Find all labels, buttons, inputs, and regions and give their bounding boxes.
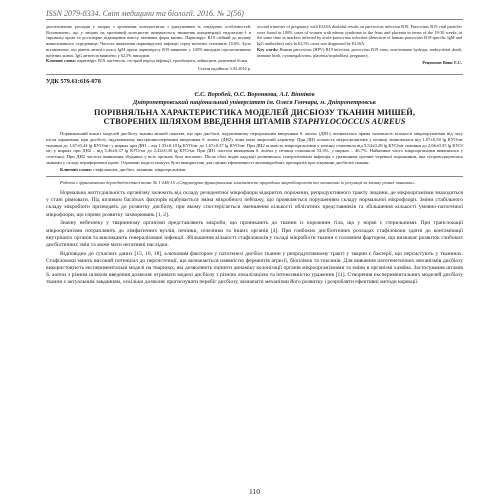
prev-article-left-keywords-label: Ключові слова: (46, 58, 76, 64)
section-divider (46, 74, 463, 75)
received-date: Стаття надійшла 3.03.2016 р. (197, 65, 251, 71)
body-paragraph: Нормальна життєдіяльність організму залежить від складу резидентної мікрофлори відкритих порожнин, репродуктивного тракту людини, де мікроорганізми знаходяться у стані рівноваги. Під впливом багатьох факторів відбувається зміна мікробного пейзажу, що проявляється порушенням складу нормальної мікрофлори. Зміни стабільного складу мікробіоти призводять до розвитку дисбіозу, при якому спостерігається зменшення кількості облігатних представників та збільшення кількості умовно-патогенної мікрофлори, що сприяє розвитку захворювань [1, 2]. (46, 189, 463, 218)
work-note-text: Робота є фрагментом держбюджетної теми № 1-246-15 «Структурно-функціональні властивості природних мікробіоценозів та механізми їх регуляції за впливу різних чинників». (60, 180, 416, 186)
journal-header: ISSN 2079-8334. Світ медицини та біології. 2016. № 2(56) (46, 9, 244, 18)
keywords-label: Ключові слова: (60, 167, 93, 173)
title-line-2: СТВОРЕНИХ ШЛЯХОМ ВВЕДЕННЯ ШТАМІВ (103, 117, 291, 127)
prev-article-right-keywords: Human parvovirus (HPV) B19 infection, parvovirus B19 virus, non-immune hydrops, embryofetal death, immune birth, cytomegalovirus, placenta/trophoblast, pregnancy. (257, 46, 462, 58)
abstract-divider (46, 176, 463, 177)
authors: Є.С. Воробей, О.С. Воронкова, А.І. Вінніков (194, 90, 315, 98)
previous-article-ending (46, 24, 463, 71)
abstract (46, 131, 463, 166)
prev-article-left-text: диспепсичних розладів у хворих з хронічним холециститом з урахуванням їх гендерних особливостей. Встановлено, що у хворих на хронічний холецистит визначається зниження концентрації ендотеліну-1 в сироватці крові та достовірне підвищення вмісту активних форм кисню. Парвовірус В19 стійкий до впливу навколишнього середовища. Частота виявлення парвовірусної інфекції серед вагітних становить 15,6%. Було встановлено, що рівень антитіл класу IgM проти парвовірусу В19 виявлено у 100% випадків серопозитивних вагітних жінок, IgG антитіла виявлено у 62,5% випадків. (46, 24, 251, 58)
prev-article-left-keywords: парвовірус B19, вагітність, гострий період інфекції, тромбоцити, лейкоцити, реактивні білки. (77, 58, 249, 64)
work-note (46, 180, 463, 186)
page-number: 110 (249, 487, 260, 496)
article-page (46, 9, 463, 496)
affiliation: Дніпропетровський національний університет ім. Олеся Гончара, м. Дніпропетровськ (133, 98, 376, 106)
reviewer: Рецензент Вовк Є.С. (422, 60, 462, 66)
prev-article-right-column (257, 24, 462, 71)
abstract-text: Порівняльний аналіз моделей дисбіозу тканин мишей показав, що при дисбіозі, індукованому пероральним введенням S. aureus (ДН1), визначалась пряма залежність кількості мікроорганізмів від часу після зараження; при дисбіозі, індукованому внутрішньочеревним введенням S. aureus (ДН2), вона мала зворотній характер. При ДН1 кількість мікроорганізмів у печінці змінювалася від 1,07±0,50 lg КУО/мг тканини до 1,67±0,44 lg КУО/мг; у нирках при ДН1 – від 1,35±0,10 lg КУО/мг до 1,67±0,37 lg КУО/мг. При ДН2 кількість мікроорганізмів у печінці становила від 5,54±0,28 lg КУО/мг тканини до 2,66±0,35 lg КУО/мг; у нирках при ДН2 – від 3,46±0,37 lg КУО/мг до 2,42±0,30 lg КУО/мг. При ДН1 частота виявлення S. aureus у печінці становила 53,3%, у нирках – 46,7%. Найменше часто мікроорганізми виявлялись у селезінці. При ДН2 частота виявлення збудника у всіх органах була високою. Після обох видів індукції розвивалась генералізована інфекція з ураженням органів черевної порожнини, яка супроводжувалась змінами у складі периферичної крові. Отримані моделі можуть бути використані для оцінки ефективності антимікробних препаратів при лікуванні дисбіозів тканин. (46, 130, 463, 166)
header-rule (46, 19, 463, 20)
body-paragraph: Значну небезпеку у тваринному організмі представляють мікроби, що проникають до тканин із порожнин тіла, що у нормі є стерильними. При транслокації мікроорганізми потрапляють до лімфатичних вузлів, печінки, селезінки та інших органів [4]. При глибоких дисбіотичних розладах стафілококи здатні до контамінації внутрішніх органів та викликають генералізовані інфекції. Збільшення кількості стафілококів у складі мікробіоти тканин є головним фактором, що визначає розвиток глибоких дисбіотичних змін та може мати негативні наслідки. (46, 220, 463, 248)
article-body (46, 190, 463, 287)
prev-article-right-text: second trimester of pregnancy with ELISA doubtful results on parvovirus infection B19. Parvovirus B19 viral particles were found in 100% cases of women with edema syndrome in the fetus and placenta in terms of the 18-30 weeks, at the same time as markers infected by acute parvovirus infection (detection of human parvovirus B19-specific IgM and IgG antibodies) only in 62,5% cases was diagnosed by ELISA. (257, 24, 462, 47)
title-species: STAPHYLOCOCCUS AUREUS (292, 117, 406, 127)
article-title (46, 108, 463, 127)
prev-article-left-column (46, 24, 251, 71)
keywords (60, 167, 463, 173)
body-paragraph: Відповідно до сучасних даних [15, 16, 18], ключовим фактором у патогенезі дисбіоз тканин у репродуктивному тракті у тварин є бактерії, що персистують у тканинах. Стафілококи мають високий потенціал до персистенції, що визначається наявністю ферментів агресії, біоплівок та токсинів. Для вивчення патогенетичних механізмів дисбіозу використовують експериментальні моделі на тваринах, які дозволяють оцінити динаміку колонізації органів мікроорганізмами та зміни в організмі хазяїна. Застосування штамів S. aureus з різним шляхом введення дозволяє отримати моделі дисбіозу з різною локалізацією та інтенсивністю ураження [11]. Створення експериментальних моделей дисбіозу тканин є актуальним завданням, оскільки дозволяє прогнозувати перебіг дисбіозу, визначати механізми його розвитку і розробляти ефективні методи корекції. (46, 250, 463, 286)
prev-article-right-keywords-label: Key words: (257, 46, 279, 52)
title-line-1: ПОРІВНЯЛЬНА ХАРАКТЕРИСТИКА МОДЕЛЕЙ ДИСБІОЗУ ТКАНИН МИШЕЙ, (93, 107, 416, 117)
keywords-text: стафілококи, дисбіоз, тканини, мікроорганізми. (93, 167, 187, 173)
udk-code: УДК 579.61:616-078 (46, 77, 101, 85)
